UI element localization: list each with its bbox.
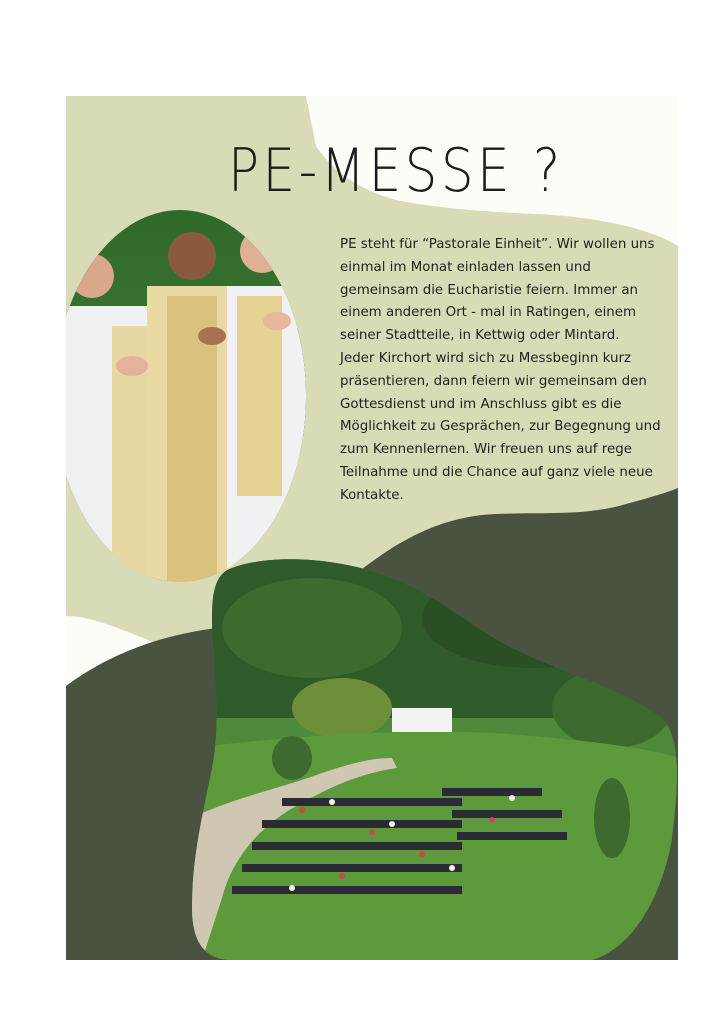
page-title: PE-MESSE ? bbox=[228, 136, 564, 206]
text-line: präsentieren, dann feiern wir gemeinsam den bbox=[340, 373, 647, 389]
text-line: PE steht für “Pastorale Einheit”. Wir wollen uns bbox=[340, 237, 655, 252]
text-line: Jeder Kirchort wird sich zu Messbeginn kurz bbox=[340, 350, 632, 366]
text-line: Kontakte. bbox=[340, 487, 404, 503]
priests-photo bbox=[66, 206, 308, 586]
intro-paragraph bbox=[340, 234, 678, 508]
outdoor-mass-aerial-photo bbox=[192, 558, 678, 960]
text-line: Gottesdienst und im Anschluss gibt es die bbox=[340, 396, 622, 412]
flyer-page bbox=[66, 96, 678, 960]
text-line: einem anderen Ort - mal in Ratingen, einem bbox=[340, 305, 637, 321]
text-line: seiner Stadtteile, in Kettwig oder Mintard. bbox=[340, 328, 620, 344]
text-line: einmal im Monat einladen lassen und bbox=[340, 259, 591, 275]
text-line: zum Kennenlernen. Wir freuen uns auf rege bbox=[340, 442, 632, 458]
text-line: gemeinsam die Eucharistie feiern. Immer an bbox=[340, 282, 639, 298]
text-line: Möglichkeit zu Gesprächen, zur Begegnung und bbox=[340, 419, 661, 435]
text-line: Teilnahme und die Chance auf ganz viele neue bbox=[340, 464, 653, 480]
